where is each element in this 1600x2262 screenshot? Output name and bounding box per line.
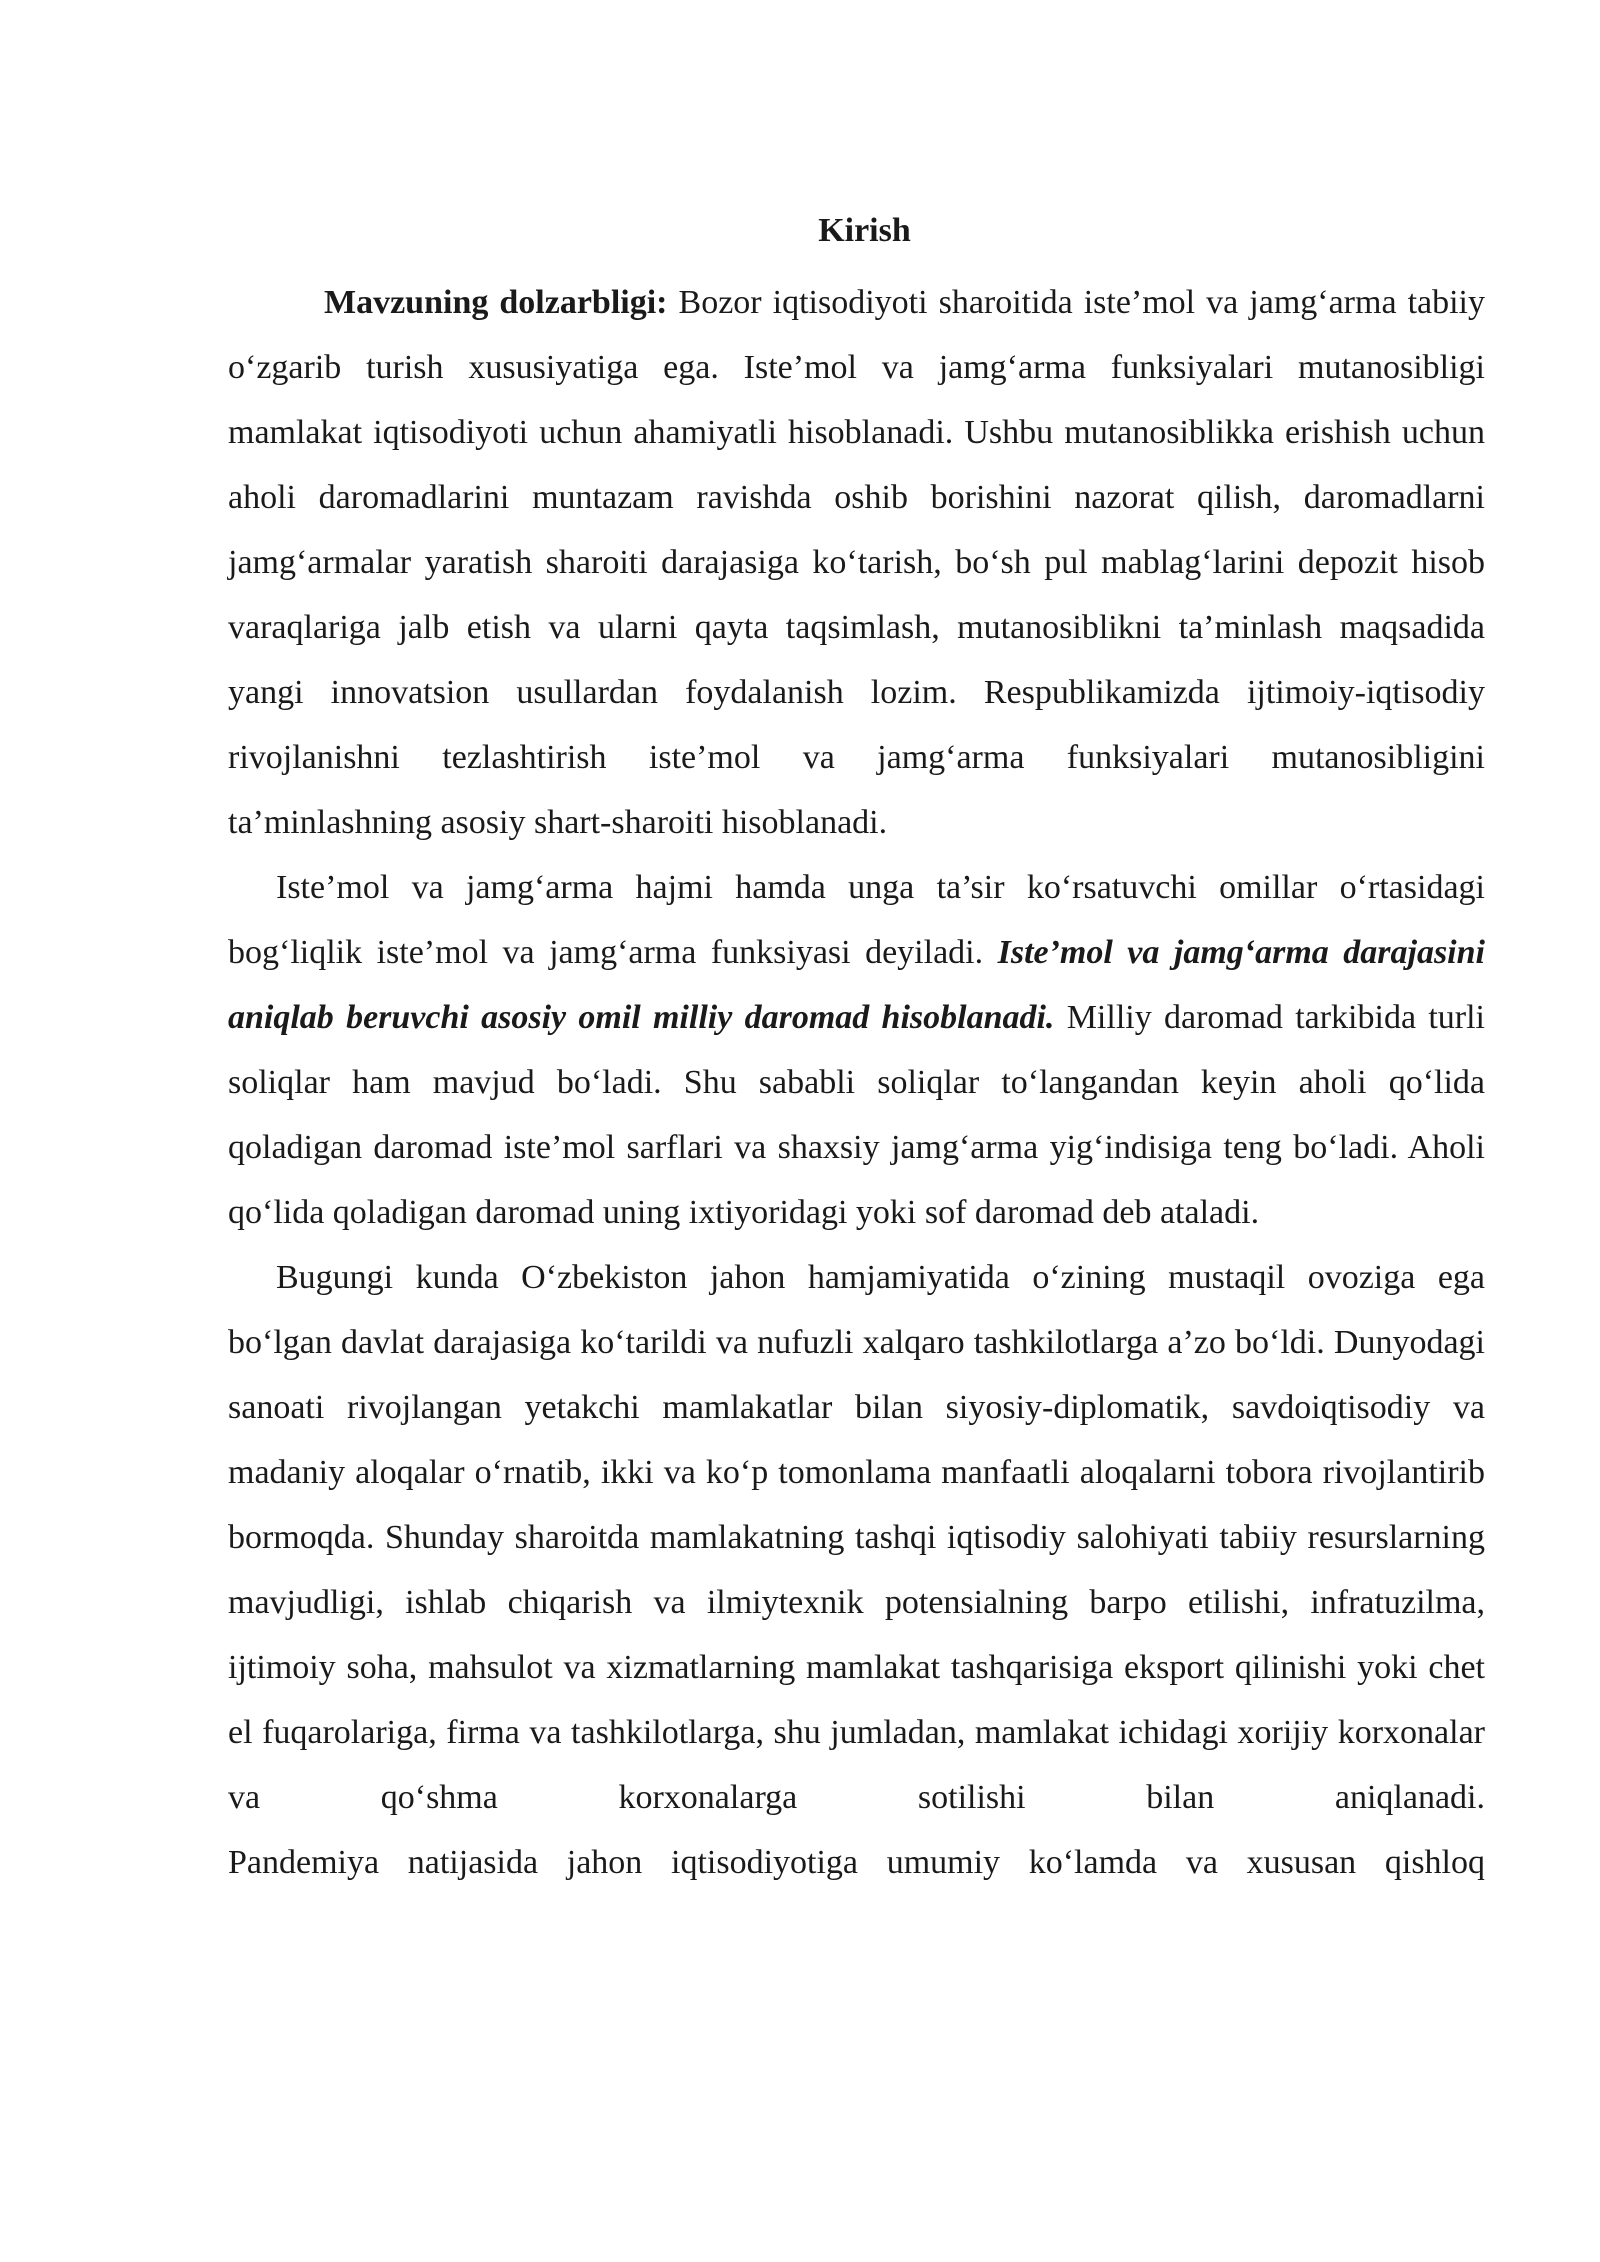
page-title: Kirish	[818, 212, 911, 249]
document-page	[228, 205, 1485, 1895]
paragraph-text: Iste’mol va jamg‘arma hajmi hamda unga ta’sir ko‘rsatuvchi omillar o‘rtasidagi bog‘liqlik iste’mol va jamg‘arma funksiyasi deyiladi.	[228, 869, 1485, 971]
paragraph-pandemic-line: Pandemiya natijasida jahon iqtisodiyotiga umumiy ko‘lamda va xususan qishloq	[228, 1844, 1485, 1881]
paragraph-consumption-function	[228, 855, 1485, 1245]
emphasis-text: Iste’mol va jamg‘arma darajasini aniqlab beruvchi asosiy omil milliy daromad hisoblanadi.	[228, 934, 1485, 1036]
paragraph-uzbekistan: Bugungi kunda O‘zbekiston jahon hamjamiyatida o‘zining mustaqil ovoziga ega bo‘lgan davlat darajasiga ko‘tarildi va nufuzli xalqaro tashkilotlarga a’zo bo‘ldi. Dunyodagi sanoati rivojlangan yetakchi mamlakatlar bilan siyosiy-diplomatik, savdoiqtisodiy va madaniy aloqalar o‘rnatib, ikki va ko‘p tomonlama manfaatli aloqalarni tobora rivojlantirib bormoqda. Shunday sharoitda mamlakatning tashqi iqtisodiy salohiyati tabiiy resurslarning mavjudligi, ishlab chiqarish va ilmiytexnik potensialning barpo etilishi, infratuzilma, ijtimoiy soha, mahsulot va xizmatlarning mamlakat tashqarisiga eksport qilinishi yoki chet el fuqarolariga, firma va tashkilotlarga, shu jumladan, mamlakat ichidagi xorijiy korxonalar va qo‘shma korxonalarga sotilishi bilan aniqlanadi.	[228, 1259, 1485, 1816]
paragraph-text: Milliy daromad tarkibida turli soliqlar ham mavjud bo‘ladi. Shu sababli soliqlar to‘langandan keyin aholi qo‘lida qoladigan daromad iste’mol sarflari va shaxsiy jamg‘arma yig‘indisiga teng bo‘ladi. Aholi qo‘lida qoladigan daromad uning ixtiyoridagi yoki sof daromad deb ataladi.	[228, 999, 1485, 1231]
paragraph-text: Bozor iqtisodiyoti sharoitida iste’mol va jamg‘arma tabiiy o‘zgarib turish xususiyatiga ega. Iste’mol va jamg‘arma funksiyalari mutanosibligi mamlakat iqtisodiyoti uchun ahamiyatli hisoblanadi. Ushbu mutanosiblikka erishish uchun aholi daromadlarini muntazam ravishda oshib borishini nazorat qilish, daromadlarni jamg‘armalar yaratish sharoiti darajasiga ko‘tarish, bo‘sh pul mablag‘larini depozit hisob varaqlariga jalb etish va ularni qayta taqsimlash, mutanosiblikni ta’minlash maqsadida yangi innovatsion usullardan foydalanish lozim. Respublikamizda ijtimoiy-iqtisodiy rivojlanishni tezlashtirish iste’mol va jamg‘arma funksiyalari mutanosibligini ta’minlashning asosiy shart-sharoiti hisoblanadi.	[228, 284, 1485, 841]
paragraph-relevance	[228, 270, 1485, 855]
paragraph-lead-label: Mavzuning dolzarbligi:	[324, 284, 668, 321]
